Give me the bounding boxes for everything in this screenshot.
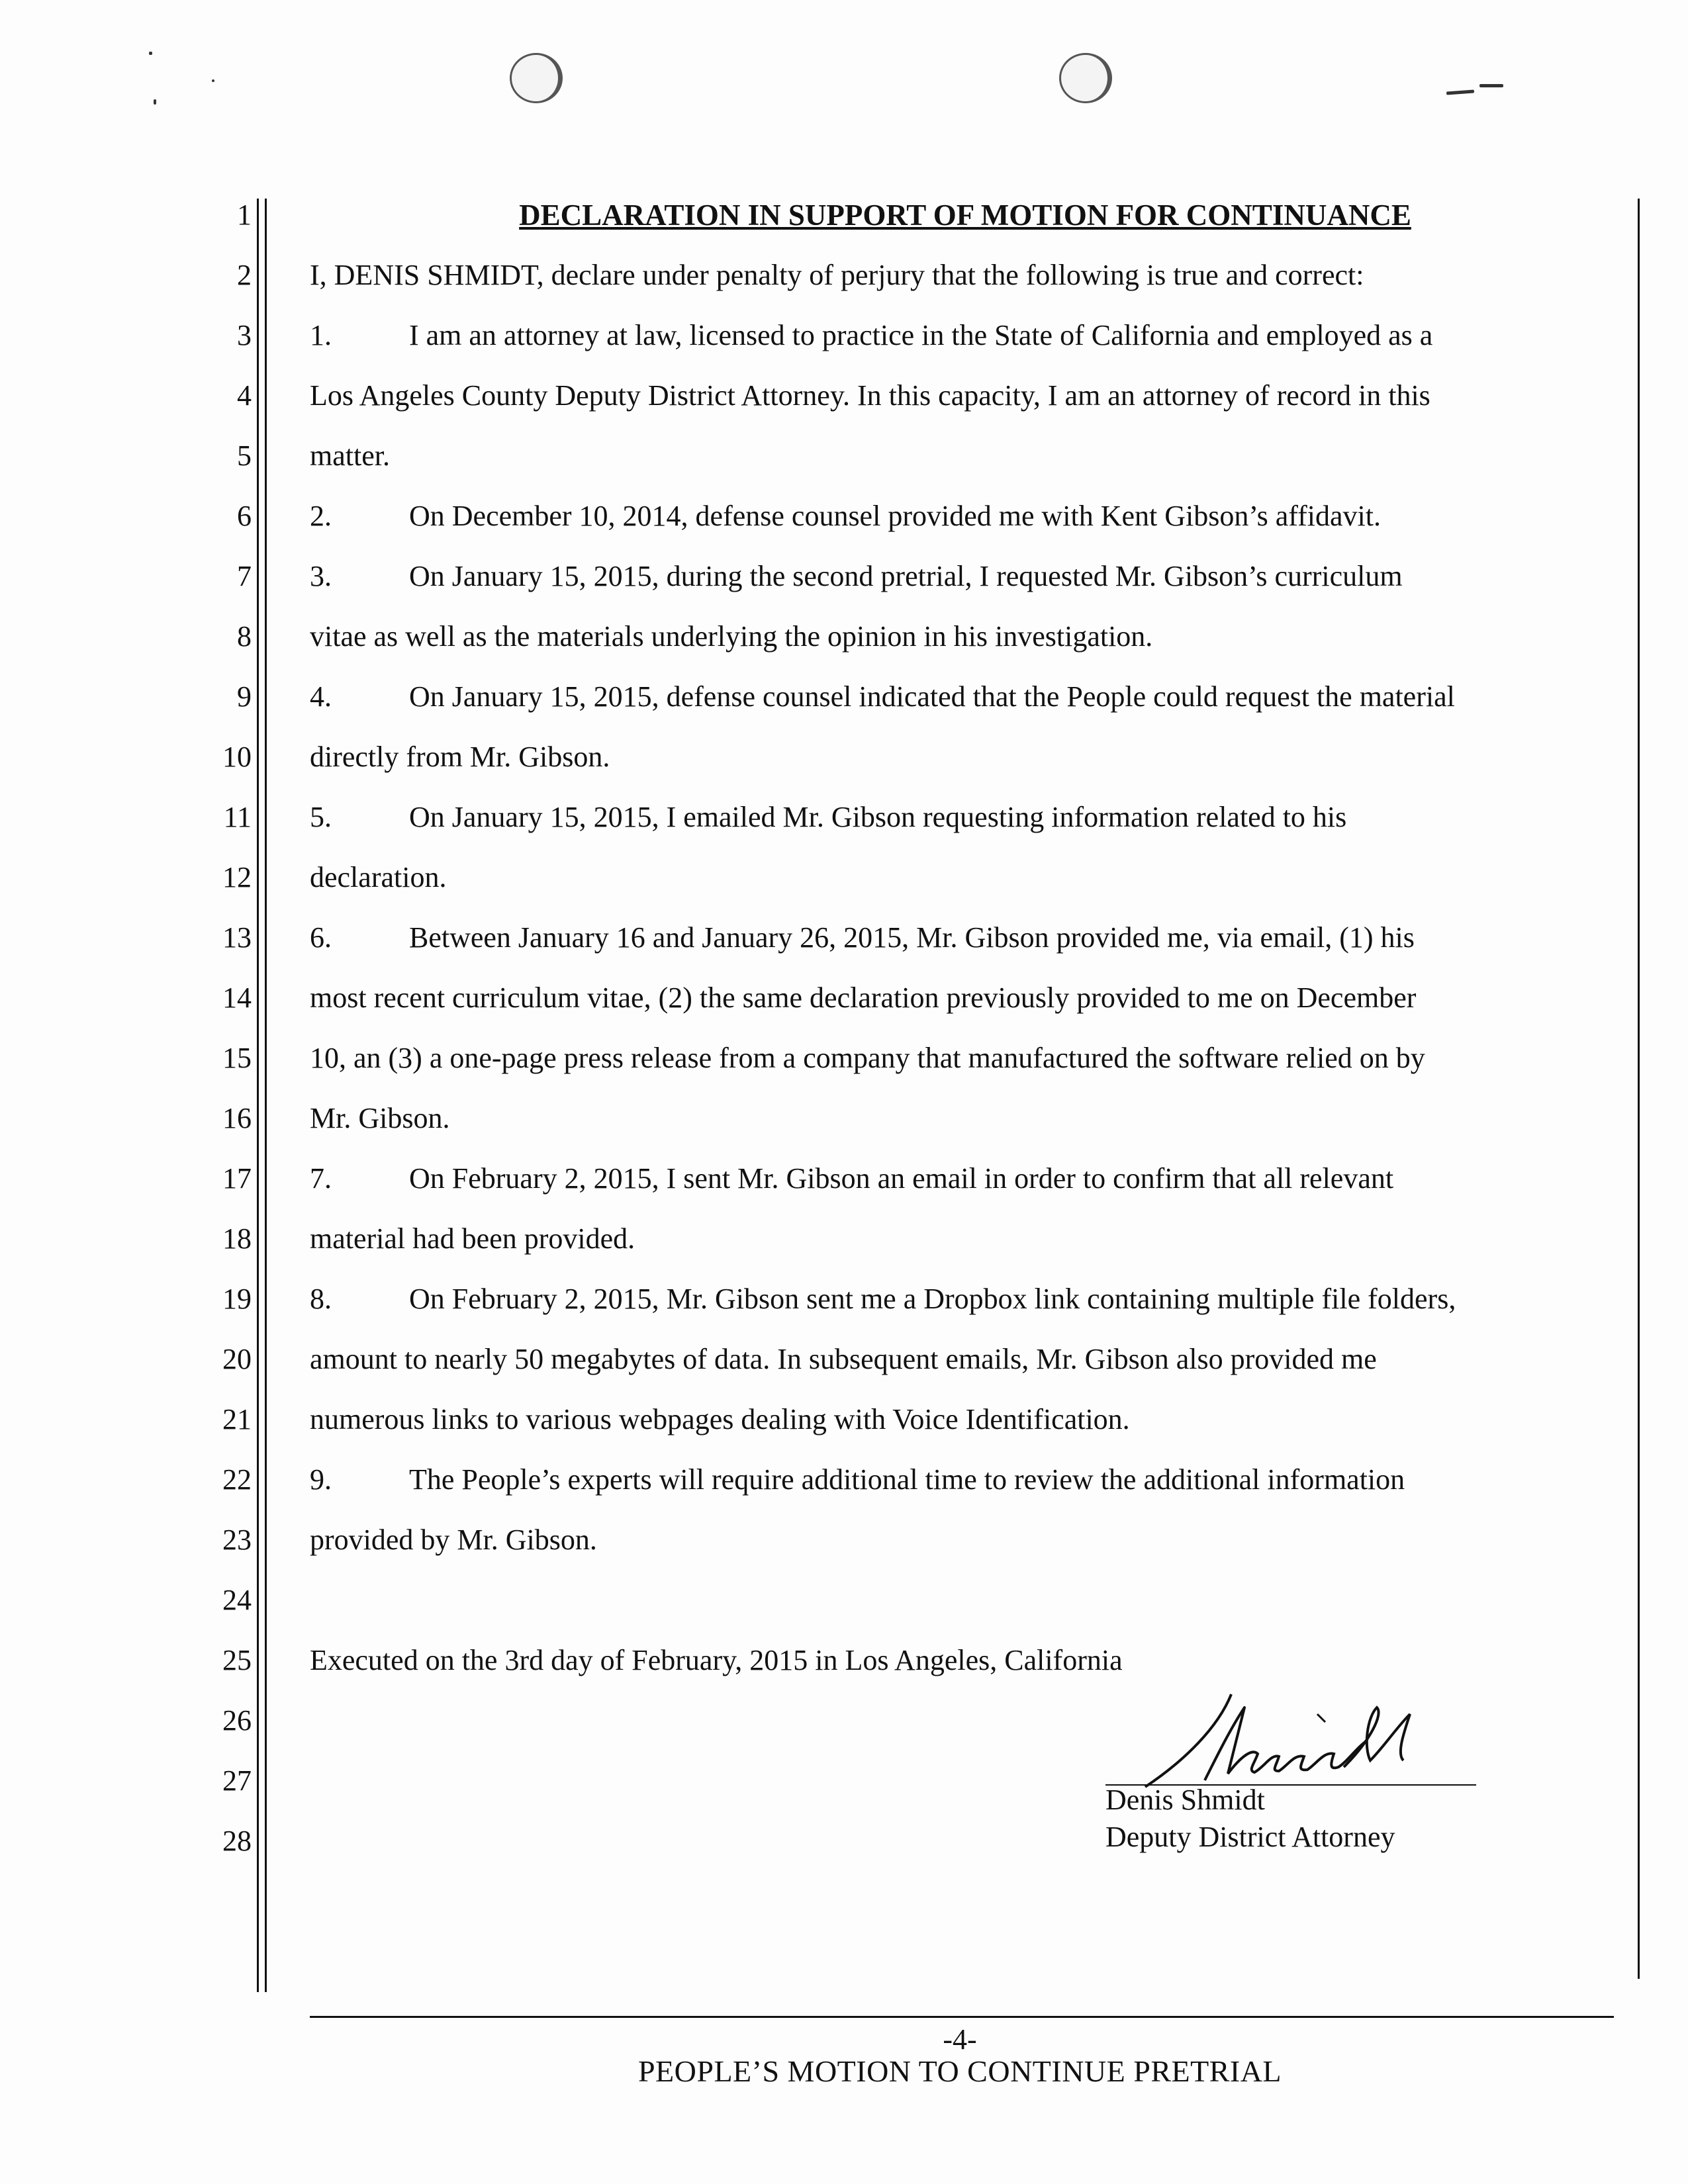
paragraph-line: material had been provided. xyxy=(310,1222,635,1255)
paragraph-text: On January 15, 2015, during the second pretrial, I requested Mr. Gibson’s curriculum xyxy=(409,560,1403,592)
line-number: 15 xyxy=(222,1042,252,1074)
footer-title: PEOPLE’S MOTION TO CONTINUE PRETRIAL xyxy=(637,2054,1282,2088)
line-number: 16 xyxy=(222,1102,252,1134)
line-number: 10 xyxy=(222,741,252,773)
paragraph-line: matter. xyxy=(310,439,390,472)
line-number: 8 xyxy=(237,620,252,653)
paragraph-text: On December 10, 2014, defense counsel provided me with Kent Gibson’s affidavit. xyxy=(409,500,1381,532)
page-number: -4- xyxy=(943,2023,977,2056)
paragraph-text: I am an attorney at law, licensed to practice in the State of California and employed as a xyxy=(409,319,1433,351)
line-number: 6 xyxy=(237,500,252,532)
line-number: 4 xyxy=(237,379,252,412)
scan-speck xyxy=(149,52,152,55)
paragraph-text: On January 15, 2015, defense counsel indicated that the People could request the material xyxy=(409,680,1455,713)
scan-speck xyxy=(1446,90,1474,95)
paragraph-number: 7. xyxy=(310,1162,332,1195)
paragraph-text: On February 2, 2015, I sent Mr. Gibson an email in order to confirm that all relevant xyxy=(409,1162,1394,1195)
paragraph-line: declaration. xyxy=(310,861,447,893)
paragraph-line xyxy=(310,677,1455,717)
signer-title: Deputy District Attorney xyxy=(1105,1821,1395,1853)
line-number: 28 xyxy=(222,1825,252,1857)
executed-statement: Executed on the 3rd day of February, 2015 in Los Angeles, California xyxy=(310,1644,1123,1676)
paragraph-line: Mr. Gibson. xyxy=(310,1102,450,1134)
paragraph-line xyxy=(310,1460,1405,1500)
paragraph-line xyxy=(310,918,1415,958)
line-number: 14 xyxy=(222,981,252,1014)
paragraph-line: amount to nearly 50 megabytes of data. In subsequent emails, Mr. Gibson also provided me xyxy=(310,1343,1377,1375)
paragraph-number: 9. xyxy=(310,1463,332,1496)
paragraph-line: most recent curriculum vitae, (2) the same declaration previously provided to me on December xyxy=(310,981,1417,1014)
paragraph-number: 4. xyxy=(310,680,332,713)
line-number: 12 xyxy=(222,861,252,893)
paragraph-number: 1. xyxy=(310,319,332,351)
punch-hole xyxy=(510,53,563,103)
paragraph-number: 2. xyxy=(310,500,332,532)
paragraph-line xyxy=(310,496,1381,536)
paragraph-number: 6. xyxy=(310,921,332,954)
line-number: 25 xyxy=(222,1644,252,1676)
paragraph-line: directly from Mr. Gibson. xyxy=(310,741,610,773)
scan-speck xyxy=(1479,84,1503,87)
line-number: 21 xyxy=(222,1403,252,1435)
line-number: 5 xyxy=(237,439,252,472)
paragraph-line xyxy=(310,316,1432,355)
line-number: 1 xyxy=(237,199,252,231)
paragraph-line xyxy=(310,797,1346,837)
punch-hole xyxy=(1059,53,1112,103)
line-number: 23 xyxy=(222,1524,252,1556)
paragraph-text: Between January 16 and January 26, 2015, Mr. Gibson provided me, via email, (1) his xyxy=(409,921,1415,954)
paragraph-line xyxy=(310,557,1403,596)
line-number: 9 xyxy=(237,680,252,713)
line-number: 26 xyxy=(222,1704,252,1737)
paragraph-number: 5. xyxy=(310,801,332,833)
footer-rule xyxy=(310,2016,1614,2018)
line-number: 11 xyxy=(223,801,252,833)
line-number: 3 xyxy=(237,319,252,351)
margin-rule-right xyxy=(1638,199,1640,1979)
line-number: 7 xyxy=(237,560,252,592)
line-number: 2 xyxy=(237,259,252,291)
intro-line: I, DENIS SHMIDT, declare under penalty of perjury that the following is true and correct: xyxy=(310,259,1364,291)
paragraph-text: On February 2, 2015, Mr. Gibson sent me a Dropbox link containing multiple file folders, xyxy=(409,1283,1456,1315)
paragraph-text: On January 15, 2015, I emailed Mr. Gibson requesting information related to his xyxy=(409,801,1347,833)
page-title: DECLARATION IN SUPPORT OF MOTION FOR CONTINUANCE xyxy=(519,199,1411,232)
paragraph-line: vitae as well as the materials underlying the opinion in his investigation. xyxy=(310,620,1153,653)
scan-speck xyxy=(212,79,214,82)
paragraph-line xyxy=(310,1279,1456,1319)
line-number: 18 xyxy=(222,1222,252,1255)
paragraph-line: provided by Mr. Gibson. xyxy=(310,1524,597,1556)
line-number: 22 xyxy=(222,1463,252,1496)
line-number: 17 xyxy=(222,1162,252,1195)
paragraph-text: The People’s experts will require additional time to review the additional information xyxy=(409,1463,1405,1496)
line-number: 20 xyxy=(222,1343,252,1375)
paragraph-line: numerous links to various webpages dealing with Voice Identification. xyxy=(310,1403,1130,1435)
line-number: 19 xyxy=(222,1283,252,1315)
paragraph-line: 10, an (3) a one-page press release from a company that manufactured the software relied on by xyxy=(310,1042,1425,1074)
line-number: 13 xyxy=(222,921,252,954)
signer-name: Denis Shmidt xyxy=(1105,1784,1265,1816)
line-number: 27 xyxy=(222,1764,252,1797)
paragraph-line: Los Angeles County Deputy District Attorney. In this capacity, I am an attorney of record in this xyxy=(310,379,1430,412)
margin-rule-left-outer xyxy=(257,199,259,1992)
margin-rule-left-inner xyxy=(265,199,267,1992)
line-number: 24 xyxy=(222,1584,252,1616)
paragraph-number: 3. xyxy=(310,560,332,592)
scan-speck xyxy=(154,99,156,105)
paragraph-line xyxy=(310,1159,1393,1199)
handwritten-signature xyxy=(1105,1688,1476,1794)
paragraph-number: 8. xyxy=(310,1283,332,1315)
